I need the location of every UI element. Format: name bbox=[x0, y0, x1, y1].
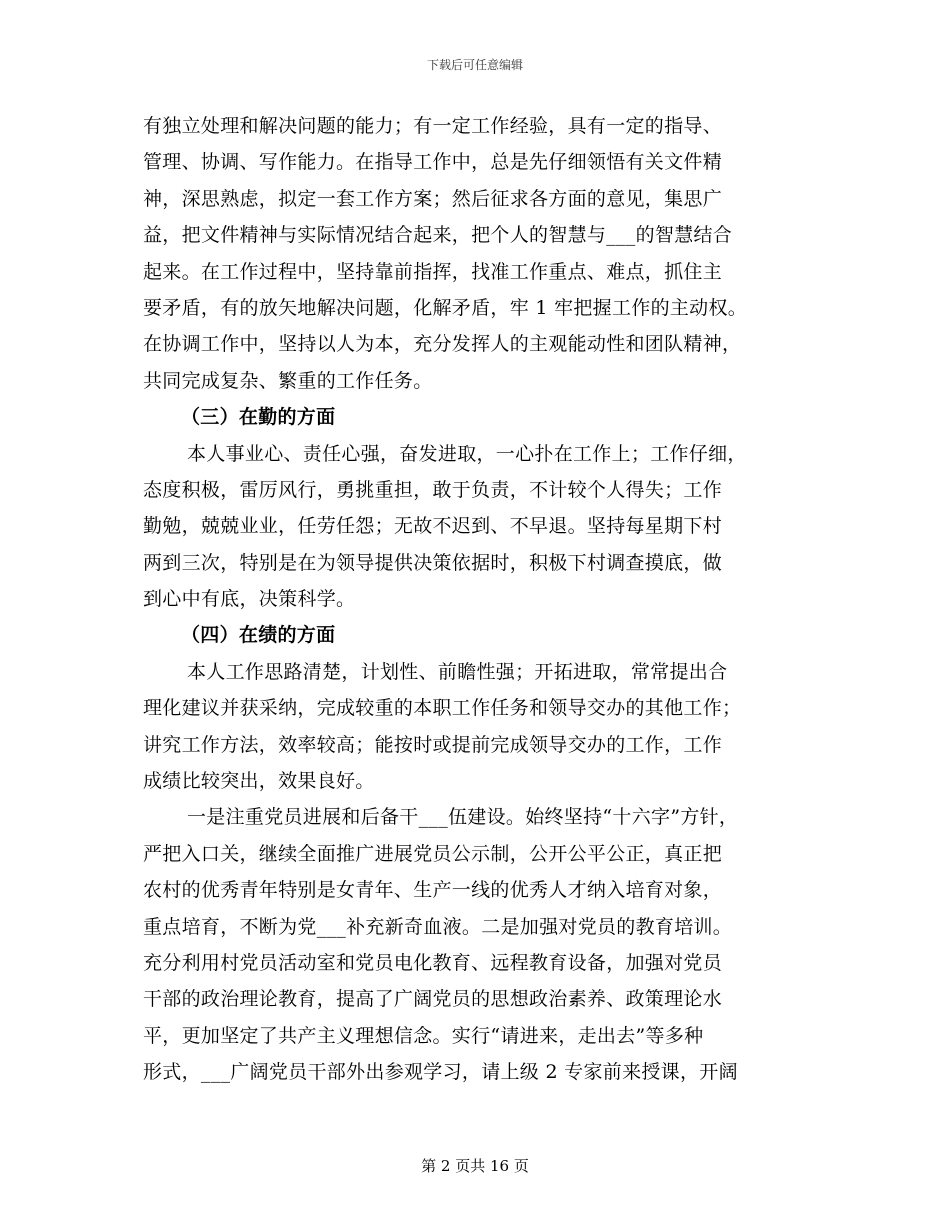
text-line: 共同完成复杂、繁重的工作任务。 bbox=[143, 369, 433, 392]
text-line: 农村的优秀青年特别是女青年、生产一线的优秀人才纳入培育对象， bbox=[143, 879, 723, 902]
text-line: 神，深思熟虑，拟定一套工作方案；然后征求各方面的意见，集思广 bbox=[143, 187, 723, 210]
text-line: 讲究工作方法，效率较高；能按时或提前完成领导交办的工作，工作 bbox=[143, 733, 723, 756]
text-line: 态度积极，雷厉风行，勇挑重担，敢于负责，不计较个人得失；工作 bbox=[143, 478, 723, 501]
paragraph-first-line: 本人工作思路清楚，计划性、前瞻性强；开拓进取，常常提出合 bbox=[187, 660, 728, 683]
text-line: 管理、协调、写作能力。在指导工作中，总是先仔细领悟有关文件精 bbox=[143, 151, 723, 174]
text-line: 勤勉，兢兢业业，任劳任怨；无故不迟到、不早退。坚持每星期下村 bbox=[143, 515, 723, 538]
page-number-footer: 第 2 页共 16 页 bbox=[421, 1157, 529, 1175]
paragraph-first-line: 一是注重党员进展和后备干___伍建设。始终坚持“十六字”方针， bbox=[187, 806, 739, 829]
document-body bbox=[143, 108, 807, 1091]
text-line: 益，把文件精神与实际情况结合起来，把个人的智慧与___的智慧结合 bbox=[143, 224, 733, 247]
section-heading-diligence: （三）在勤的方面 bbox=[181, 406, 336, 429]
text-line: 理化建议并获采纳，完成较重的本职工作任务和领导交办的其他工作； bbox=[143, 697, 742, 720]
text-line: 严把入口关，继续全面推广进展党员公示制，公开公平公正，真正把 bbox=[143, 842, 723, 865]
page-header: 下载后可任意编辑 bbox=[426, 58, 523, 72]
text-line: 有独立处理和解决问题的能力；有一定工作经验，具有一定的指导、 bbox=[143, 115, 723, 137]
text-line: 成绩比较突出，效果良好。 bbox=[143, 770, 375, 793]
text-line: 重点培育，不断为党___补充新奇血液。二是加强对党员的教育培训。 bbox=[143, 915, 733, 938]
text-line: 要矛盾，有的放矢地解决问题，化解矛盾，牢 1 牢把握工作的主动权。 bbox=[143, 296, 748, 319]
text-line: 形式，___广阔党员干部外出参观学习，请上级 2 专家前来授课，开阔 bbox=[143, 1061, 738, 1084]
text-line: 两到三次，特别是在为领导提供决策依据时，积极下村调查摸底，做 bbox=[143, 551, 723, 574]
text-line: 干部的政治理论教育，提高了广阔党员的思想政治素养、政策理论水 bbox=[143, 988, 723, 1011]
text-line: 充分利用村党员活动室和党员电化教育、远程教育设备，加强对党员 bbox=[143, 951, 723, 974]
text-line: 平，更加坚定了共产主义理想信念。实行“请进来，走出去”等多种 bbox=[143, 1024, 704, 1047]
section-heading-performance: （四）在绩的方面 bbox=[181, 624, 336, 647]
text-line: 起来。在工作过程中，坚持靠前指挥，找准工作重点、难点，抓住主 bbox=[143, 260, 723, 283]
paragraph-first-line: 本人事业心、责任心强，奋发进取，一心扑在工作上；工作仔细， bbox=[187, 442, 747, 465]
text-line: 在协调工作中，坚持以人为本，充分发挥人的主观能动性和团队精神， bbox=[143, 333, 742, 356]
text-line: 到心中有底，决策科学。 bbox=[143, 588, 356, 611]
